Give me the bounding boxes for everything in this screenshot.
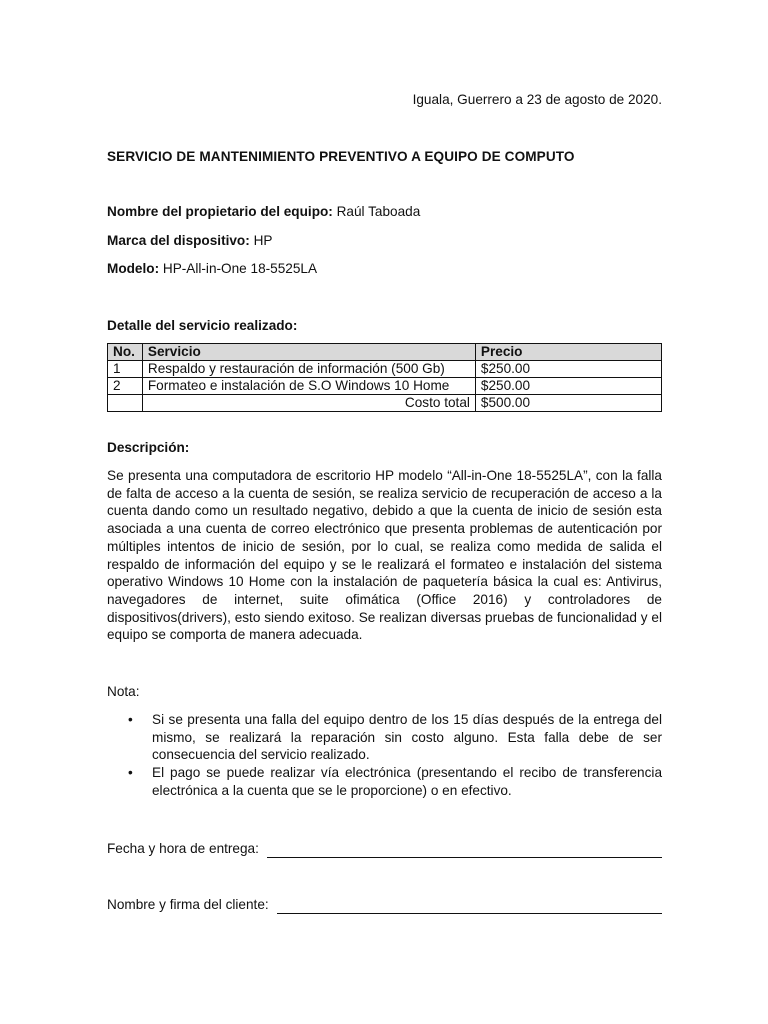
row-number: 1 (108, 361, 143, 378)
note-item (107, 764, 662, 799)
total-price: $500.00 (475, 395, 661, 412)
row-number: 2 (108, 378, 143, 395)
delivery-blank-line (267, 844, 662, 858)
row-service: Formateo e instalación de S.O Windows 10 Home (142, 378, 475, 395)
brand-value: HP (253, 233, 273, 248)
column-header-price: Precio (475, 344, 661, 361)
client-signature-row (107, 896, 662, 914)
description-heading: Descripción: (107, 440, 190, 455)
table-header-row (108, 344, 662, 361)
total-empty-cell (108, 395, 143, 412)
note-text: Si se presenta una falla del equipo dentro de los 15 días después de la entrega del mismo, se realizará la reparación sin costo alguno. Esta falla debe de ser consecuencia del servicio realizado. (152, 712, 662, 763)
note-text: El pago se puede realizar vía electrónica (presentando el recibo de transferencia electrónica a la cuenta que se le proporcione) o en efectivo. (152, 765, 662, 798)
bullet-icon: • (128, 765, 133, 781)
owner-value: Raúl Taboada (336, 204, 421, 219)
service-detail-heading: Detalle del servicio realizado: (107, 318, 298, 333)
owner-field (107, 203, 420, 221)
row-price: $250.00 (475, 361, 661, 378)
model-label: Modelo: (107, 261, 160, 276)
note-label: Nota: (107, 684, 140, 699)
total-row (108, 395, 662, 412)
table-row (108, 361, 662, 378)
document-date: Iguala, Guerrero a 23 de agosto de 2020. (412, 92, 662, 107)
bullet-icon: • (128, 712, 133, 727)
owner-label: Nombre del propietario del equipo: (107, 204, 333, 219)
document-title: SERVICIO DE MANTENIMIENTO PREVENTIVO A EQUIPO DE COMPUTO (107, 149, 575, 164)
column-header-no: No. (108, 344, 143, 361)
note-list (107, 711, 662, 800)
note-item (107, 711, 662, 764)
client-blank-line (277, 900, 662, 914)
service-table (107, 343, 662, 412)
client-label: Nombre y firma del cliente: (107, 897, 269, 912)
table-row (108, 378, 662, 395)
brand-label: Marca del dispositivo: (107, 233, 250, 248)
delivery-label: Fecha y hora de entrega: (107, 841, 259, 856)
model-value: HP-All-in-One 18-5525LA (162, 261, 318, 276)
row-price: $250.00 (475, 378, 661, 395)
model-field (107, 260, 317, 278)
brand-field (107, 232, 272, 250)
row-service: Respaldo y restauración de información (500 Gb) (142, 361, 475, 378)
delivery-signature-row (107, 840, 662, 858)
description-body: Se presenta una computadora de escritorio HP modelo “All-in-One 18-5525LA”, con la falla de falta de acceso a la cuenta de sesión, se realiza servicio de recuperación de acceso a la cuenta dando como un resultado negativo, debido a que la cuenta de inicio de sesión esta asociada a una cuenta de correo electrónico que presenta problemas de autenticación por múltiples intentos de inicio de sesión, por lo cual, se realiza como medida de salida el respaldo de información del equipo y se le realizará el formateo e instalación del sistema operativo Windows 10 Home con la instalación de paquetería básica la cual es: Antivirus, navegadores de internet, suite ofimática (Office 2016) y controladores de dispositivos(drivers), esto siendo exitoso. Se realizan diversas pruebas de funcionalidad y el equipo se comporta de manera adecuada. (107, 468, 662, 643)
total-label: Costo total (142, 395, 475, 412)
column-header-service: Servicio (142, 344, 475, 361)
